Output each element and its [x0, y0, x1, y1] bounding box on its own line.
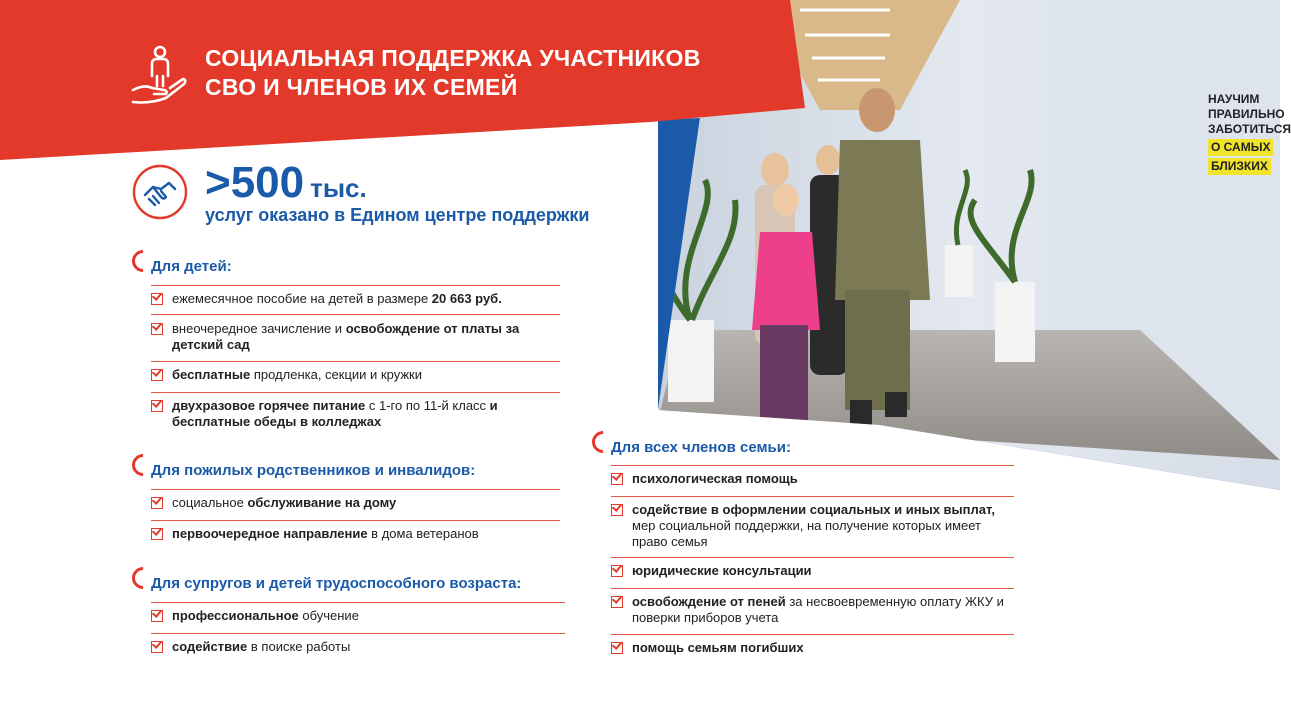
checkbox-icon [151, 528, 163, 540]
checkbox-icon [611, 504, 623, 516]
item-text-bold: юридические консультации [632, 563, 812, 578]
item-text-bold: обслуживание на дому [247, 495, 397, 510]
wall-sign-highlight: БЛИЗКИХ [1208, 158, 1271, 175]
section-elderly [151, 462, 475, 479]
divider [151, 361, 560, 362]
wall-sign-line: ЗАБОТИТЬСЯ [1208, 122, 1291, 136]
wall-sign [1208, 92, 1291, 175]
item-text-bold: помощь семьям погибших [632, 640, 804, 655]
divider [151, 633, 565, 634]
section-title: Для всех членов семьи: [611, 439, 791, 456]
item-text: в дома ветеранов [367, 526, 479, 541]
divider [151, 392, 560, 393]
item-text-bold: двухразовое горячее питание [172, 398, 366, 413]
checkbox-icon [151, 293, 163, 305]
item-text-bold: 20 663 руб. [431, 291, 502, 306]
section-title: Для супругов и детей трудоспособного возраста: [151, 575, 522, 592]
item-text: за несвоевременную оплату ЖКУ и поверки приборов учета [632, 594, 1004, 625]
section-title: Для детей: [151, 258, 232, 275]
wall-sign-line: ПРАВИЛЬНО [1208, 107, 1285, 121]
section-title: Для пожилых родственников и инвалидов: [151, 462, 476, 479]
item-text: обучение [298, 608, 359, 623]
handshake-icon [131, 163, 189, 221]
item-text: внеочередное зачисление и [172, 321, 346, 336]
list-item [151, 398, 531, 430]
checkbox-icon [151, 323, 163, 335]
list-item [151, 367, 561, 383]
title-line: СОЦИАЛЬНАЯ ПОДДЕРЖКА УЧАСТНИКОВ [205, 45, 701, 71]
item-text-bold: профессиональное [172, 608, 299, 623]
item-text-bold: первоочередное направление [172, 526, 368, 541]
checkbox-icon [151, 610, 163, 622]
section-children [151, 258, 232, 275]
list-item [151, 321, 551, 353]
list-item [151, 639, 561, 655]
item-text: социальное [172, 495, 248, 510]
item-text-bold: содействие в оформлении социальных и иных выплат, [632, 502, 995, 517]
item-text-bold: содействие [172, 639, 248, 654]
item-text-bold: освобождение от платы за детский сад [172, 321, 520, 352]
item-text-bold: освобождение от пеней [632, 594, 786, 609]
hand-supporting-person-icon [130, 44, 188, 106]
checkbox-icon [611, 642, 623, 654]
checkbox-icon [151, 497, 163, 509]
divider [151, 489, 560, 490]
item-text: мер социальной поддержки, на получение которых имеет право семья [632, 518, 982, 549]
checkbox-icon [151, 400, 163, 412]
divider [151, 520, 560, 521]
list-item [611, 640, 1016, 656]
item-text-bold: и бесплатные обеды в колледжах [172, 398, 498, 429]
wall-sign-highlight: О САМЫХ [1208, 139, 1273, 156]
page-title [205, 44, 805, 102]
list-item [611, 471, 1016, 487]
stat-number: >500 [205, 158, 305, 207]
item-text: ежемесячное пособие на детей в размере [172, 291, 432, 306]
divider [611, 588, 1014, 589]
list-item [611, 563, 1016, 579]
section-spouses [151, 575, 521, 592]
list-item [151, 526, 561, 542]
divider [611, 634, 1014, 635]
stat-unit: тыс. [310, 173, 367, 203]
wall-sign-line: НАУЧИМ [1208, 92, 1260, 106]
divider [151, 285, 560, 286]
item-text: в поиске работы [247, 639, 351, 654]
divider [611, 557, 1014, 558]
title-line: СВО И ЧЛЕНОВ ИХ СЕМЕЙ [205, 74, 518, 100]
divider [151, 602, 565, 603]
checkbox-icon [611, 473, 623, 485]
section-family [611, 439, 791, 456]
divider [611, 496, 1014, 497]
divider [151, 314, 560, 315]
list-item [611, 502, 1016, 550]
item-text: продленка, секции и кружки [250, 367, 422, 382]
checkbox-icon [151, 369, 163, 381]
checkbox-icon [611, 565, 623, 577]
item-text-bold: бесплатные [172, 367, 251, 382]
list-item [151, 608, 561, 624]
checkbox-icon [151, 641, 163, 653]
list-item [151, 495, 561, 511]
stat-caption: услуг оказано в Едином центре поддержки [205, 205, 590, 225]
divider [611, 465, 1014, 466]
item-text: с 1-го по 11-й класс [365, 398, 490, 413]
checkbox-icon [611, 596, 623, 608]
list-item [151, 291, 561, 307]
item-text-bold: психологическая помощь [632, 471, 798, 486]
list-item [611, 594, 1016, 626]
